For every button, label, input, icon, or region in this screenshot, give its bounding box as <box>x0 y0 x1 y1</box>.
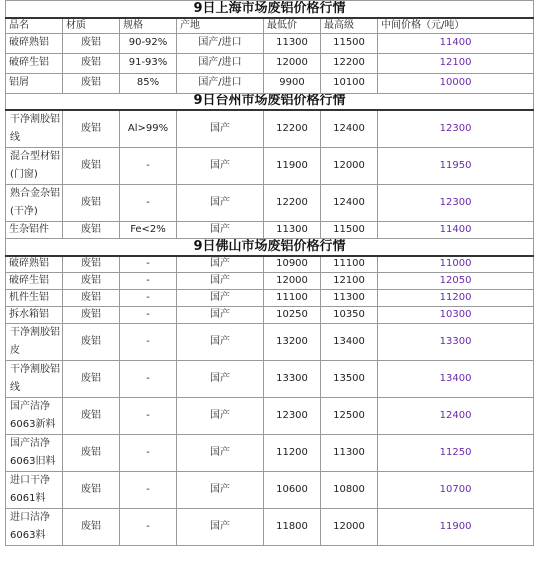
cell-spec: Fe<2% <box>120 222 177 239</box>
cell-mid: 10000 <box>378 73 534 93</box>
cell-name: 熟合金杂铝(干净) <box>6 185 63 222</box>
cell-material: 废铝 <box>63 509 120 546</box>
header-mid: 中间价格（元/吨） <box>378 18 534 34</box>
table-row <box>6 307 534 324</box>
cell-high: 12400 <box>321 110 378 148</box>
cell-high: 12100 <box>321 273 378 290</box>
cell-material: 废铝 <box>63 307 120 324</box>
cell-name: 混合型材铝(门窗) <box>6 148 63 185</box>
cell-mid: 11400 <box>378 222 534 239</box>
table-row <box>6 290 534 307</box>
cell-origin: 国产 <box>177 148 264 185</box>
cell-mid: 11250 <box>378 435 534 472</box>
cell-origin: 国产 <box>177 398 264 435</box>
cell-material: 废铝 <box>63 73 120 93</box>
cell-low: 11800 <box>264 509 321 546</box>
cell-high: 11500 <box>321 222 378 239</box>
foshan-section-title: 9日佛山市场废铝价格行情 <box>6 239 534 256</box>
cell-spec: - <box>120 324 177 361</box>
cell-high: 12200 <box>321 53 378 73</box>
cell-low: 12000 <box>264 53 321 73</box>
cell-origin: 国产 <box>177 324 264 361</box>
table-row <box>6 33 534 53</box>
table-row <box>6 185 534 222</box>
table-row <box>6 73 534 93</box>
cell-spec: 90-92% <box>120 33 177 53</box>
header-name: 品名 <box>6 18 63 34</box>
cell-name: 生杂铝件 <box>6 222 63 239</box>
table-row <box>6 273 534 290</box>
cell-name: 破碎熟铝 <box>6 33 63 53</box>
shanghai-section-title: 9日上海市场废铝价格行情 <box>6 1 534 18</box>
cell-material: 废铝 <box>63 398 120 435</box>
cell-high: 11300 <box>321 290 378 307</box>
cell-high: 11500 <box>321 33 378 53</box>
cell-mid: 12400 <box>378 398 534 435</box>
cell-spec: - <box>120 290 177 307</box>
cell-mid: 12050 <box>378 273 534 290</box>
table-row <box>6 398 534 435</box>
cell-material: 废铝 <box>63 33 120 53</box>
cell-origin: 国产 <box>177 222 264 239</box>
cell-low: 12200 <box>264 110 321 148</box>
cell-name: 进口干净6061料 <box>6 472 63 509</box>
table-row <box>6 148 534 185</box>
cell-origin: 国产 <box>177 185 264 222</box>
table-row <box>6 361 534 398</box>
cell-material: 废铝 <box>63 324 120 361</box>
cell-mid: 12300 <box>378 110 534 148</box>
cell-origin: 国产/进口 <box>177 33 264 53</box>
cell-name: 干净割胶铝线 <box>6 361 63 398</box>
cell-low: 9900 <box>264 73 321 93</box>
cell-spec: - <box>120 361 177 398</box>
cell-low: 13300 <box>264 361 321 398</box>
cell-material: 废铝 <box>63 290 120 307</box>
cell-origin: 国产 <box>177 435 264 472</box>
cell-high: 10800 <box>321 472 378 509</box>
table-row <box>6 435 534 472</box>
cell-spec: - <box>120 185 177 222</box>
cell-spec: - <box>120 509 177 546</box>
cell-material: 废铝 <box>63 472 120 509</box>
table-row <box>6 110 534 148</box>
cell-material: 废铝 <box>63 222 120 239</box>
cell-spec: - <box>120 472 177 509</box>
cell-low: 13200 <box>264 324 321 361</box>
cell-name: 国产洁净6063新料 <box>6 398 63 435</box>
cell-material: 废铝 <box>63 185 120 222</box>
cell-low: 11100 <box>264 290 321 307</box>
cell-mid: 11000 <box>378 256 534 273</box>
cell-mid: 11400 <box>378 33 534 53</box>
cell-material: 废铝 <box>63 256 120 273</box>
cell-high: 12400 <box>321 185 378 222</box>
cell-name: 铝屑 <box>6 73 63 93</box>
cell-mid: 11900 <box>378 509 534 546</box>
table-row <box>6 53 534 73</box>
cell-low: 11300 <box>264 33 321 53</box>
price-table <box>5 0 534 546</box>
cell-origin: 国产 <box>177 509 264 546</box>
taizhou-title-row <box>6 93 534 110</box>
cell-mid: 11200 <box>378 290 534 307</box>
cell-spec: Al>99% <box>120 110 177 148</box>
cell-low: 12000 <box>264 273 321 290</box>
cell-spec: - <box>120 256 177 273</box>
cell-name: 破碎生铝 <box>6 53 63 73</box>
cell-low: 11900 <box>264 148 321 185</box>
cell-high: 12000 <box>321 509 378 546</box>
cell-high: 12500 <box>321 398 378 435</box>
cell-mid: 12100 <box>378 53 534 73</box>
cell-low: 12300 <box>264 398 321 435</box>
cell-origin: 国产 <box>177 307 264 324</box>
cell-spec: 85% <box>120 73 177 93</box>
header-low: 最低价 <box>264 18 321 34</box>
cell-high: 11300 <box>321 435 378 472</box>
cell-name: 破碎生铝 <box>6 273 63 290</box>
cell-origin: 国产 <box>177 290 264 307</box>
cell-origin: 国产/进口 <box>177 53 264 73</box>
cell-material: 废铝 <box>63 148 120 185</box>
cell-spec: - <box>120 398 177 435</box>
cell-origin: 国产 <box>177 273 264 290</box>
cell-name: 进口洁净6063料 <box>6 509 63 546</box>
cell-high: 12000 <box>321 148 378 185</box>
cell-low: 10900 <box>264 256 321 273</box>
cell-origin: 国产 <box>177 472 264 509</box>
header-spec: 规格 <box>120 18 177 34</box>
cell-high: 13400 <box>321 324 378 361</box>
cell-spec: - <box>120 307 177 324</box>
cell-high: 13500 <box>321 361 378 398</box>
cell-spec: 91-93% <box>120 53 177 73</box>
cell-low: 11300 <box>264 222 321 239</box>
cell-low: 10600 <box>264 472 321 509</box>
cell-name: 国产洁净6063旧料 <box>6 435 63 472</box>
cell-mid: 10300 <box>378 307 534 324</box>
cell-origin: 国产 <box>177 110 264 148</box>
cell-name: 干净割胶铝线 <box>6 110 63 148</box>
cell-spec: - <box>120 435 177 472</box>
cell-low: 10250 <box>264 307 321 324</box>
foshan-title-row <box>6 239 534 256</box>
header-high: 最高级 <box>321 18 378 34</box>
cell-name: 机件生铝 <box>6 290 63 307</box>
cell-high: 10100 <box>321 73 378 93</box>
cell-name: 干净割胶铝皮 <box>6 324 63 361</box>
cell-mid: 12300 <box>378 185 534 222</box>
table-row <box>6 256 534 273</box>
table-row <box>6 472 534 509</box>
cell-mid: 13400 <box>378 361 534 398</box>
table-row <box>6 324 534 361</box>
cell-spec: - <box>120 273 177 290</box>
table-row <box>6 222 534 239</box>
cell-material: 废铝 <box>63 361 120 398</box>
cell-mid: 10700 <box>378 472 534 509</box>
header-origin: 产地 <box>177 18 264 34</box>
cell-name: 拆水箱铝 <box>6 307 63 324</box>
cell-origin: 国产 <box>177 361 264 398</box>
cell-name: 破碎熟铝 <box>6 256 63 273</box>
cell-spec: - <box>120 148 177 185</box>
table-row <box>6 509 534 546</box>
header-row <box>6 18 534 34</box>
cell-origin: 国产/进口 <box>177 73 264 93</box>
cell-origin: 国产 <box>177 256 264 273</box>
cell-low: 12200 <box>264 185 321 222</box>
cell-mid: 11950 <box>378 148 534 185</box>
cell-material: 废铝 <box>63 53 120 73</box>
shanghai-title-row <box>6 1 534 18</box>
header-material: 材质 <box>63 18 120 34</box>
cell-mid: 13300 <box>378 324 534 361</box>
cell-high: 11100 <box>321 256 378 273</box>
cell-high: 10350 <box>321 307 378 324</box>
taizhou-section-title: 9日台州市场废铝价格行情 <box>6 93 534 110</box>
cell-material: 废铝 <box>63 273 120 290</box>
cell-low: 11200 <box>264 435 321 472</box>
cell-material: 废铝 <box>63 110 120 148</box>
cell-material: 废铝 <box>63 435 120 472</box>
